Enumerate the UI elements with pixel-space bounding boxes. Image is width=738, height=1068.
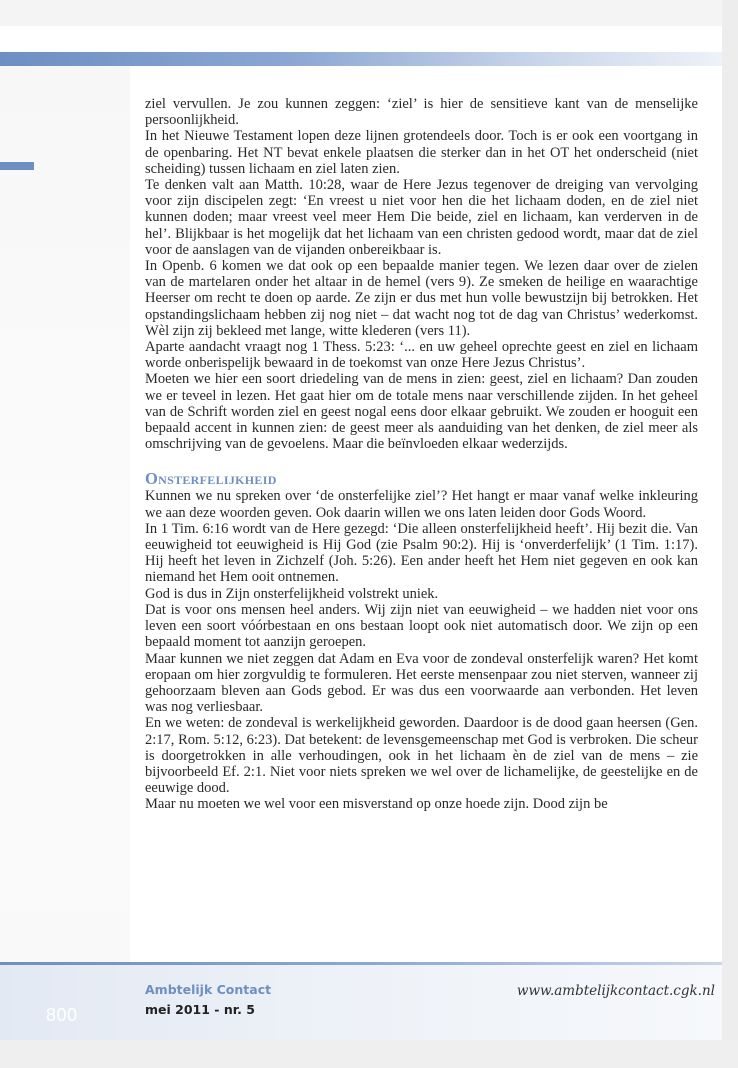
article-paragraph: In Openb. 6 komen we dat ook op een bepaalde manier tegen. We lezen daar over de zielen van de martelaren onder het altaar in de hemel (vers 9). Ze smeken de heilige en waarachtige Heerser om recht te doen op aarde. Ze zijn er dus met hun volle bewustzijn bij betrokken. Het opstandingslichaam hebben zij nog niet – dat wacht nog tot de dag van Christus’ wederkomst. Wèl zijn zij bekleed met lange, witte klederen (vers 11).: [145, 258, 698, 339]
website-url: www.ambtelijkcontact.cgk.nl: [516, 983, 715, 999]
scan-edge-top: [0, 0, 738, 26]
magazine-name: Ambtelijk Contact: [145, 982, 272, 997]
top-color-band: [0, 52, 722, 66]
article-paragraph: Maar kunnen we niet zeggen dat Adam en Eva voor de zondeval onsterfelijk waren? Het komt eropaan om hier zorgvuldig te formuleren. Het eerste mensenpaar zou niet sterven, wanneer zij gehoorzaam bleven aan Gods gebod. Er was dus een voorwaarde aan verbonden. Het leven was nog verliesbaar.: [145, 650, 698, 716]
footer-band: [0, 965, 722, 1040]
article-paragraph: Kunnen we nu spreken over ‘de onsterfelijke ziel’? Het hangt er maar vanaf welke inkleuring we aan deze woorden geven. Ook daarin willen we ons laten leiden door Gods Woord.: [145, 488, 698, 521]
article-paragraph: Maar nu moeten we wel voor een misverstand op onze hoede zijn. Dood zijn be: [145, 796, 608, 813]
article-paragraph: En we weten: de zondeval is werkelijkheid geworden. Daardoor is de dood gaan heersen (Gen. 2:17, Rom. 5:12, 6:23). Dat betekent: de levensgemeenschap met God is verbroken. Die scheur is doorgetrokken in alle verhoudingen, ook in het lichaam èn de ziel van de mens – zie bijvoorbeeld Ef. 2:1. Niet voor niets spreken we wel over de lichamelijke, de geestelijke en de eeuwige dood.: [145, 715, 698, 797]
article-paragraph: Moeten we hier een soort driedeling van de mens in zien: geest, ziel en lichaam? Dan zouden we er teveel in lezen. Het gaat hier om de totale mens naar verschillende zijden. In het geheel van de Schrift worden ziel en geest nogal eens door elkaar gebruikt. We zouden er hooguit een bepaald accent in kunnen zien: de geest meer als aanduiding van het denken, de ziel meer als omschrijving van de gevoelens. Maar die beïnvloeden elkaar wederzijds.: [145, 371, 698, 453]
scan-edge-right: [722, 0, 738, 1068]
article-paragraph: God is dus in Zijn onsterfelijkheid volstrekt uniek.: [145, 585, 439, 602]
left-margin: [0, 66, 130, 976]
article-paragraph: Te denken valt aan Matth. 10:28, waar de Here Jezus tegenover de dreiging van vervolging voor zijn discipelen zegt: ‘En vreest u niet voor hen die het lichaam doden, en de ziel niet kunnen doden; maar vreest veel meer Hem Die beide, ziel en lichaam, kan verderven in de hel’. Blijkbaar is het mogelijk dat het lichaam van een christen gedood wordt, maar dat de ziel voor de aanslagen van de vijanden onbereikbaar is.: [145, 177, 698, 258]
article-body: [145, 96, 698, 813]
article-paragraph: ziel vervullen. Je zou kunnen zeggen: ‘ziel’ is hier de sensitieve kant van de menselijke persoonlijkheid.: [145, 96, 698, 129]
side-marker: [0, 162, 34, 170]
article-paragraph: Dat is voor ons mensen heel anders. Wij zijn niet van eeuwigheid – we hadden niet voor ons leven een soort vóórbestaan en ons bestaan loopt ook niet automatisch door. We zijn op een bepaald moment tot aanzijn geroepen.: [145, 601, 698, 651]
article-paragraph: In het Nieuwe Testament lopen deze lijnen grotendeels door. Toch is er ook een voortgang in de openbaring. Het NT bevat enkele plaatsen die sterker dan in het OT het onderscheid (niet scheiding) tussen lichaam en ziel laten zien.: [145, 128, 698, 177]
scan-edge-bottom: [0, 1040, 738, 1068]
page-number: 800: [46, 1005, 78, 1025]
issue-date: mei 2011 - nr. 5: [145, 1002, 255, 1017]
article-paragraph: Aparte aandacht vraagt nog 1 Thess. 5:23: ‘... en uw geheel oprechte geest en ziel en lichaam worde onberispelijk bewaard in de toekomst van onze Here Jezus Christus’.: [145, 339, 698, 372]
article-paragraph: In 1 Tim. 6:16 wordt van de Here gezegd: ‘Die alleen onsterfelijkheid heeft’. Hij bezit die. Van eeuwigheid tot eeuwigheid is Hij God (zie Psalm 90:2). Hij is ‘onverderfelijk’ (1 Tim. 1:17). Hij heeft het leven in Zichzelf (Joh. 5:26). Een ander heeft het Hem niet gegeven en ook kan niemand het Hem ooit ontnemen.: [145, 520, 698, 586]
section-heading: Onsterfelijkheid: [145, 469, 277, 489]
